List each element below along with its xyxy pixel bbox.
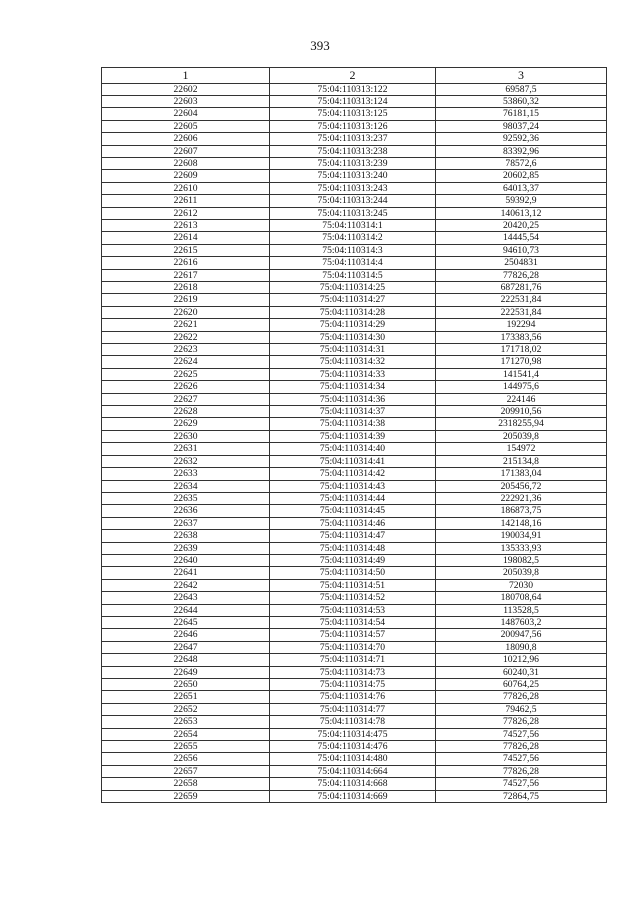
row-number-cell: 22658 [102, 778, 270, 790]
value-cell: 94610,73 [436, 244, 607, 256]
row-number-cell: 22622 [102, 331, 270, 343]
table-body [102, 83, 607, 803]
row-number-cell: 22628 [102, 406, 270, 418]
cadastral-number-cell: 75:04:110313:237 [270, 133, 436, 145]
table-row [102, 765, 607, 777]
cadastral-number-cell: 75:04:110314:54 [270, 616, 436, 628]
value-cell: 222531,84 [436, 306, 607, 318]
row-number-cell: 22646 [102, 629, 270, 641]
cadastral-number-cell: 75:04:110313:122 [270, 83, 436, 95]
value-cell: 171718,02 [436, 344, 607, 356]
value-cell: 215134,8 [436, 455, 607, 467]
cadastral-number-cell: 75:04:110314:37 [270, 406, 436, 418]
cadastral-number-cell: 75:04:110314:34 [270, 381, 436, 393]
table-row [102, 182, 607, 194]
cadastral-number-cell: 75:04:110314:480 [270, 753, 436, 765]
row-number-cell: 22636 [102, 505, 270, 517]
cadastral-number-cell: 75:04:110314:32 [270, 356, 436, 368]
value-cell: 205456,72 [436, 480, 607, 492]
table-row [102, 468, 607, 480]
value-cell: 687281,76 [436, 282, 607, 294]
value-cell: 141541,4 [436, 368, 607, 380]
cadastral-number-cell: 75:04:110314:668 [270, 778, 436, 790]
row-number-cell: 22644 [102, 604, 270, 616]
row-number-cell: 22643 [102, 592, 270, 604]
value-cell: 140613,12 [436, 207, 607, 219]
cadastral-number-cell: 75:04:110314:27 [270, 294, 436, 306]
row-number-cell: 22606 [102, 133, 270, 145]
cadastral-number-cell: 75:04:110314:1 [270, 219, 436, 231]
cadastral-number-cell: 75:04:110314:664 [270, 765, 436, 777]
table-row [102, 517, 607, 529]
cadastral-number-cell: 75:04:110314:31 [270, 344, 436, 356]
row-number-cell: 22653 [102, 716, 270, 728]
row-number-cell: 22609 [102, 170, 270, 182]
table-row [102, 691, 607, 703]
value-cell: 222531,84 [436, 294, 607, 306]
table-row [102, 430, 607, 442]
value-cell: 135333,93 [436, 542, 607, 554]
table-row [102, 703, 607, 715]
table-row [102, 679, 607, 691]
value-cell: 69587,5 [436, 83, 607, 95]
table-row [102, 455, 607, 467]
row-number-cell: 22633 [102, 468, 270, 480]
row-number-cell: 22625 [102, 368, 270, 380]
table-row [102, 356, 607, 368]
row-number-cell: 22605 [102, 120, 270, 132]
value-cell: 74527,56 [436, 753, 607, 765]
value-cell: 76181,15 [436, 108, 607, 120]
value-cell: 77826,28 [436, 765, 607, 777]
value-cell: 205039,8 [436, 567, 607, 579]
row-number-cell: 22616 [102, 257, 270, 269]
cadastral-number-cell: 75:04:110314:476 [270, 741, 436, 753]
cadastral-number-cell: 75:04:110314:50 [270, 567, 436, 579]
value-cell: 198082,5 [436, 554, 607, 566]
value-cell: 18090,8 [436, 641, 607, 653]
value-cell: 77826,28 [436, 741, 607, 753]
row-number-cell: 22612 [102, 207, 270, 219]
table-row [102, 269, 607, 281]
cadastral-number-cell: 75:04:110314:4 [270, 257, 436, 269]
cadastral-number-cell: 75:04:110314:41 [270, 455, 436, 467]
row-number-cell: 22647 [102, 641, 270, 653]
table-row [102, 616, 607, 628]
row-number-cell: 22627 [102, 393, 270, 405]
value-cell: 20420,25 [436, 219, 607, 231]
value-cell: 113528,5 [436, 604, 607, 616]
table-row [102, 505, 607, 517]
value-cell: 222921,36 [436, 492, 607, 504]
column-header-3: 3 [436, 68, 607, 84]
cadastral-number-cell: 75:04:110314:48 [270, 542, 436, 554]
row-number-cell: 22615 [102, 244, 270, 256]
table-row [102, 170, 607, 182]
value-cell: 144975,6 [436, 381, 607, 393]
row-number-cell: 22638 [102, 530, 270, 542]
table-row [102, 753, 607, 765]
cadastral-number-cell: 75:04:110314:25 [270, 282, 436, 294]
cadastral-number-cell: 75:04:110314:78 [270, 716, 436, 728]
row-number-cell: 22623 [102, 344, 270, 356]
table-row [102, 579, 607, 591]
table-row [102, 294, 607, 306]
value-cell: 60764,25 [436, 679, 607, 691]
row-number-cell: 22630 [102, 430, 270, 442]
row-number-cell: 22602 [102, 83, 270, 95]
row-number-cell: 22645 [102, 616, 270, 628]
cadastral-number-cell: 75:04:110314:73 [270, 666, 436, 678]
value-cell: 77826,28 [436, 716, 607, 728]
cadastral-number-cell: 75:04:110314:47 [270, 530, 436, 542]
table-row [102, 567, 607, 579]
registry-table [101, 67, 607, 803]
cadastral-number-cell: 75:04:110313:244 [270, 195, 436, 207]
row-number-cell: 22654 [102, 728, 270, 740]
row-number-cell: 22642 [102, 579, 270, 591]
row-number-cell: 22634 [102, 480, 270, 492]
row-number-cell: 22631 [102, 443, 270, 455]
cadastral-number-cell: 75:04:110313:243 [270, 182, 436, 194]
row-number-cell: 22620 [102, 306, 270, 318]
table-row [102, 195, 607, 207]
value-cell: 72864,75 [436, 790, 607, 802]
cadastral-number-cell: 75:04:110314:51 [270, 579, 436, 591]
cadastral-number-cell: 75:04:110314:70 [270, 641, 436, 653]
table-row [102, 728, 607, 740]
cadastral-number-cell: 75:04:110314:49 [270, 554, 436, 566]
row-number-cell: 22619 [102, 294, 270, 306]
value-cell: 1487603,2 [436, 616, 607, 628]
row-number-cell: 22610 [102, 182, 270, 194]
cadastral-number-cell: 75:04:110314:40 [270, 443, 436, 455]
value-cell: 224146 [436, 393, 607, 405]
table-row [102, 666, 607, 678]
cadastral-number-cell: 75:04:110314:46 [270, 517, 436, 529]
table-row [102, 629, 607, 641]
row-number-cell: 22617 [102, 269, 270, 281]
value-cell: 154972 [436, 443, 607, 455]
table-row [102, 157, 607, 169]
value-cell: 20602,85 [436, 170, 607, 182]
value-cell: 72030 [436, 579, 607, 591]
cadastral-number-cell: 75:04:110314:71 [270, 654, 436, 666]
table-row [102, 381, 607, 393]
row-number-cell: 22635 [102, 492, 270, 504]
cadastral-number-cell: 75:04:110314:77 [270, 703, 436, 715]
row-number-cell: 22632 [102, 455, 270, 467]
table-row [102, 554, 607, 566]
row-number-cell: 22650 [102, 679, 270, 691]
value-cell: 83392,96 [436, 145, 607, 157]
value-cell: 173383,56 [436, 331, 607, 343]
table-row [102, 244, 607, 256]
row-number-cell: 22604 [102, 108, 270, 120]
row-number-cell: 22640 [102, 554, 270, 566]
table-row [102, 108, 607, 120]
cadastral-number-cell: 75:04:110313:245 [270, 207, 436, 219]
table-row [102, 418, 607, 430]
table-row [102, 530, 607, 542]
value-cell: 59392,9 [436, 195, 607, 207]
row-number-cell: 22651 [102, 691, 270, 703]
row-number-cell: 22624 [102, 356, 270, 368]
value-cell: 171383,04 [436, 468, 607, 480]
value-cell: 10212,96 [436, 654, 607, 666]
table-row [102, 542, 607, 554]
table-row [102, 368, 607, 380]
value-cell: 79462,5 [436, 703, 607, 715]
value-cell: 53860,32 [436, 95, 607, 107]
row-number-cell: 22607 [102, 145, 270, 157]
row-number-cell: 22608 [102, 157, 270, 169]
value-cell: 60240,31 [436, 666, 607, 678]
page-number: 393 [310, 38, 330, 53]
cadastral-number-cell: 75:04:110314:30 [270, 331, 436, 343]
table-row [102, 604, 607, 616]
table-row [102, 406, 607, 418]
row-number-cell: 22652 [102, 703, 270, 715]
cadastral-number-cell: 75:04:110314:33 [270, 368, 436, 380]
table-header-row [102, 68, 607, 84]
value-cell: 74527,56 [436, 778, 607, 790]
cadastral-number-cell: 75:04:110314:52 [270, 592, 436, 604]
cadastral-number-cell: 75:04:110314:42 [270, 468, 436, 480]
cadastral-number-cell: 75:04:110314:75 [270, 679, 436, 691]
row-number-cell: 22656 [102, 753, 270, 765]
column-header-1: 1 [102, 68, 270, 84]
table-row [102, 492, 607, 504]
value-cell: 77826,28 [436, 691, 607, 703]
cadastral-number-cell: 75:04:110314:53 [270, 604, 436, 616]
table-row [102, 319, 607, 331]
row-number-cell: 22639 [102, 542, 270, 554]
table-row [102, 592, 607, 604]
table-row [102, 393, 607, 405]
row-number-cell: 22618 [102, 282, 270, 294]
table-row [102, 207, 607, 219]
table-row [102, 778, 607, 790]
cadastral-number-cell: 75:04:110313:239 [270, 157, 436, 169]
value-cell: 200947,56 [436, 629, 607, 641]
row-number-cell: 22621 [102, 319, 270, 331]
cadastral-number-cell: 75:04:110313:240 [270, 170, 436, 182]
table-row [102, 83, 607, 95]
row-number-cell: 22603 [102, 95, 270, 107]
value-cell: 98037,24 [436, 120, 607, 132]
table-row [102, 741, 607, 753]
table-row [102, 120, 607, 132]
column-header-2: 2 [270, 68, 436, 84]
cadastral-number-cell: 75:04:110314:2 [270, 232, 436, 244]
row-number-cell: 22648 [102, 654, 270, 666]
value-cell: 2504831 [436, 257, 607, 269]
table-row [102, 257, 607, 269]
cadastral-number-cell: 75:04:110313:125 [270, 108, 436, 120]
cadastral-number-cell: 75:04:110314:76 [270, 691, 436, 703]
table-row [102, 145, 607, 157]
row-number-cell: 22614 [102, 232, 270, 244]
row-number-cell: 22659 [102, 790, 270, 802]
table-row [102, 331, 607, 343]
row-number-cell: 22626 [102, 381, 270, 393]
value-cell: 190034,91 [436, 530, 607, 542]
table-row [102, 344, 607, 356]
table-row [102, 306, 607, 318]
value-cell: 64013,37 [436, 182, 607, 194]
cadastral-number-cell: 75:04:110314:57 [270, 629, 436, 641]
row-number-cell: 22629 [102, 418, 270, 430]
table-row [102, 716, 607, 728]
row-number-cell: 22637 [102, 517, 270, 529]
table-row [102, 443, 607, 455]
row-number-cell: 22655 [102, 741, 270, 753]
table-row [102, 654, 607, 666]
value-cell: 209910,56 [436, 406, 607, 418]
value-cell: 142148,16 [436, 517, 607, 529]
table-row [102, 641, 607, 653]
cadastral-number-cell: 75:04:110314:669 [270, 790, 436, 802]
cadastral-number-cell: 75:04:110314:3 [270, 244, 436, 256]
value-cell: 77826,28 [436, 269, 607, 281]
row-number-cell: 22641 [102, 567, 270, 579]
value-cell: 92592,36 [436, 133, 607, 145]
cadastral-number-cell: 75:04:110314:29 [270, 319, 436, 331]
cadastral-number-cell: 75:04:110313:124 [270, 95, 436, 107]
cadastral-number-cell: 75:04:110314:39 [270, 430, 436, 442]
cadastral-number-cell: 75:04:110314:36 [270, 393, 436, 405]
cadastral-number-cell: 75:04:110314:5 [270, 269, 436, 281]
cadastral-number-cell: 75:04:110314:38 [270, 418, 436, 430]
cadastral-number-cell: 75:04:110314:475 [270, 728, 436, 740]
cadastral-number-cell: 75:04:110314:44 [270, 492, 436, 504]
cadastral-number-cell: 75:04:110314:43 [270, 480, 436, 492]
table-row [102, 133, 607, 145]
table-row [102, 219, 607, 231]
table-row [102, 232, 607, 244]
table-row [102, 480, 607, 492]
value-cell: 2318255,94 [436, 418, 607, 430]
value-cell: 78572,6 [436, 157, 607, 169]
table-row [102, 95, 607, 107]
value-cell: 192294 [436, 319, 607, 331]
cadastral-number-cell: 75:04:110313:126 [270, 120, 436, 132]
row-number-cell: 22611 [102, 195, 270, 207]
value-cell: 205039,8 [436, 430, 607, 442]
cadastral-number-cell: 75:04:110314:28 [270, 306, 436, 318]
row-number-cell: 22613 [102, 219, 270, 231]
cadastral-number-cell: 75:04:110314:45 [270, 505, 436, 517]
row-number-cell: 22649 [102, 666, 270, 678]
value-cell: 14445,54 [436, 232, 607, 244]
value-cell: 186873,75 [436, 505, 607, 517]
value-cell: 180708,64 [436, 592, 607, 604]
table-row [102, 282, 607, 294]
value-cell: 74527,56 [436, 728, 607, 740]
table-row [102, 790, 607, 802]
row-number-cell: 22657 [102, 765, 270, 777]
value-cell: 171270,98 [436, 356, 607, 368]
cadastral-number-cell: 75:04:110313:238 [270, 145, 436, 157]
